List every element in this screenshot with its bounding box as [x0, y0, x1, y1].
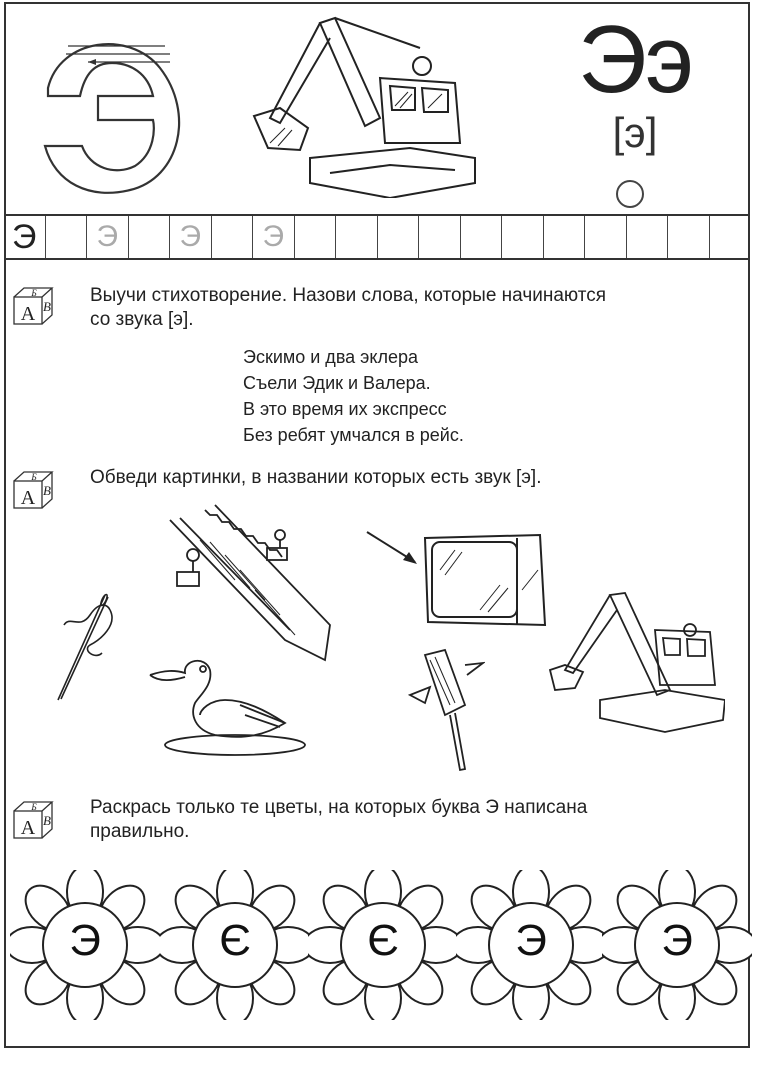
svg-text:В: В [43, 483, 51, 498]
instruction-line: Раскрась только те цветы, на которых буква Э написана [90, 797, 588, 818]
letter-pair-heading: Ээ [578, 6, 692, 113]
letter-e-outline-icon [20, 18, 185, 198]
writing-cell[interactable] [129, 216, 171, 258]
svg-text:Б: Б [31, 472, 37, 482]
task3-instruction [90, 796, 730, 844]
handwriting-row [4, 216, 750, 258]
svg-text:А: А [20, 817, 36, 839]
trace-cell[interactable]: Э [170, 216, 212, 258]
svg-text:В: В [43, 299, 51, 314]
trace-cell[interactable]: Э [253, 216, 295, 258]
poem-line: В это время их экспресс [243, 399, 447, 419]
sound-transcription: [э] [612, 109, 658, 156]
divider [4, 258, 750, 260]
television-picture[interactable] [420, 530, 550, 630]
task1-instruction [90, 284, 730, 332]
vowel-circle-icon [616, 180, 644, 208]
poem-line: Без ребят умчался в рейс. [243, 425, 464, 445]
excavator-illustration [250, 8, 480, 198]
flower-letter: Э [69, 916, 101, 965]
flower-letter: Э [661, 916, 693, 965]
task2-instruction: Обведи картинки, в названии которых есть звук [э]. [90, 467, 542, 488]
svg-text:Б: Б [31, 802, 37, 812]
abc-cube-icon [12, 800, 56, 840]
flower-1[interactable] [10, 870, 160, 1020]
duck-picture[interactable] [145, 655, 315, 765]
writing-cell[interactable] [295, 216, 337, 258]
writing-cell[interactable] [461, 216, 503, 258]
writing-cell[interactable] [378, 216, 420, 258]
writing-cell[interactable] [627, 216, 669, 258]
flower-3[interactable] [308, 870, 458, 1020]
writing-cell[interactable] [668, 216, 710, 258]
writing-cell[interactable] [419, 216, 461, 258]
flowers-row [10, 870, 750, 1030]
flower-letter: Э [515, 916, 547, 965]
writing-cell[interactable] [502, 216, 544, 258]
abc-cube-icon [12, 286, 56, 326]
writing-cell[interactable] [336, 216, 378, 258]
escalator-picture[interactable] [165, 500, 335, 670]
needle-picture[interactable] [50, 585, 120, 705]
poem [243, 344, 464, 448]
svg-text:А: А [20, 487, 36, 509]
instruction-line: со звука [э]. [90, 309, 194, 330]
writing-cell[interactable] [46, 216, 88, 258]
svg-text:А: А [20, 303, 36, 325]
instruction-line: Выучи стихотворение. Назови слова, которые начинаются [90, 285, 607, 306]
flower-letter: Є [367, 916, 399, 965]
svg-text:В: В [43, 813, 51, 828]
flower-2[interactable] [160, 870, 310, 1020]
svg-text:Б: Б [31, 288, 37, 298]
writing-cell[interactable] [212, 216, 254, 258]
abc-cube-icon [12, 470, 56, 510]
poem-line: Эскимо и два эклера [243, 347, 418, 367]
writing-cell[interactable] [585, 216, 627, 258]
flower-letter: Є [219, 916, 251, 965]
trace-cell[interactable]: Э [87, 216, 129, 258]
excavator-picture[interactable] [545, 590, 725, 740]
flower-4[interactable] [456, 870, 606, 1020]
poem-line: Съели Эдик и Валера. [243, 373, 431, 393]
writing-cell[interactable] [710, 216, 751, 258]
flower-5[interactable] [602, 870, 752, 1020]
jackhammer-picture[interactable] [405, 645, 485, 775]
instruction-line: правильно. [90, 821, 190, 842]
arrow-icon [365, 530, 425, 570]
writing-cell[interactable] [544, 216, 586, 258]
writing-cell[interactable]: Э [4, 216, 46, 258]
